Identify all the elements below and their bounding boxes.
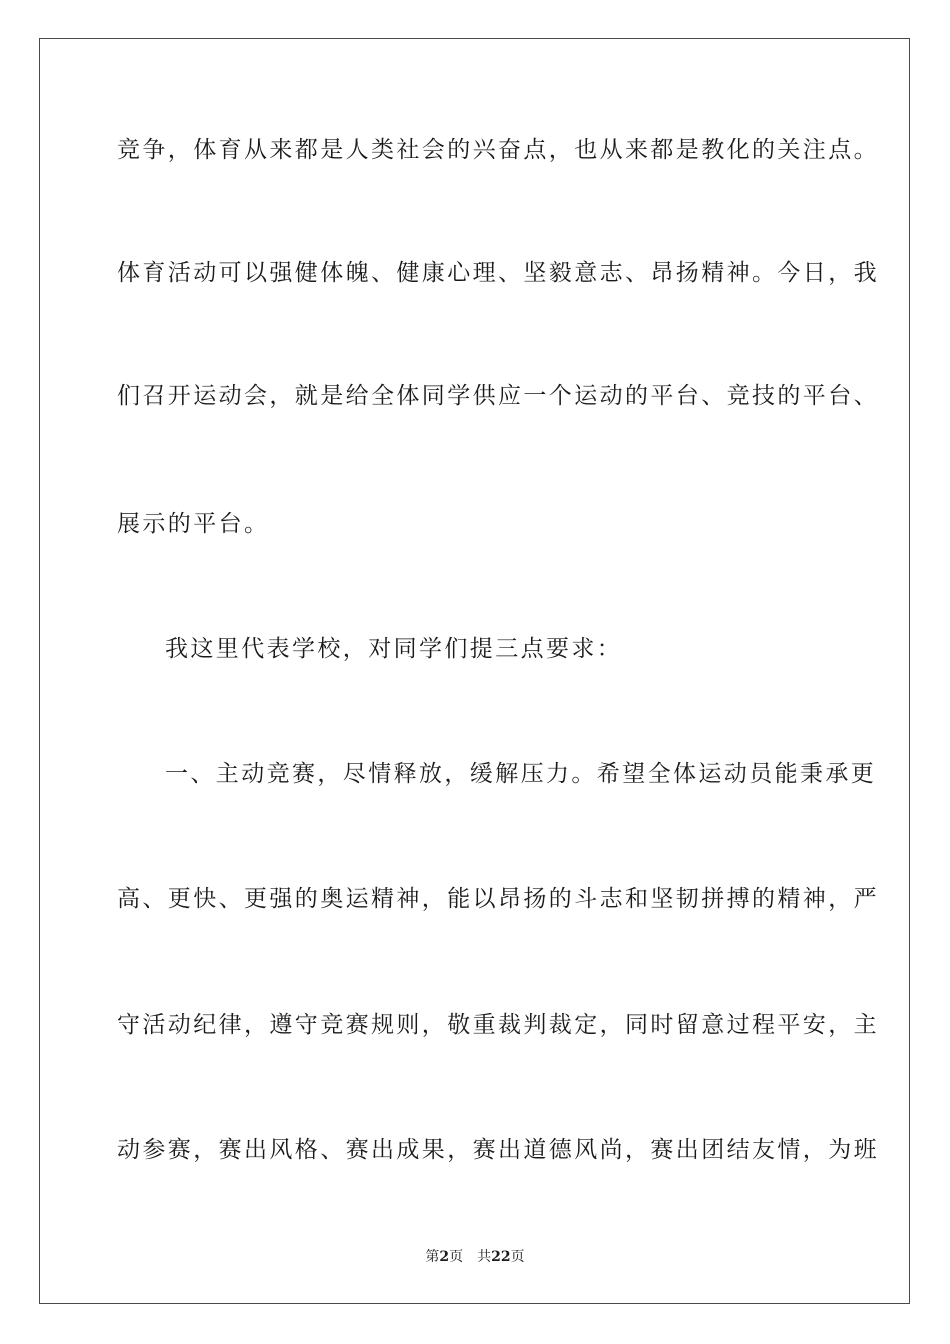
body-text-line: 展示的平台。 (117, 511, 270, 537)
body-text-line: 体育活动可以强健体魄、健康心理、坚毅意志、昂扬精神。今日，我 (117, 260, 879, 286)
page-suffix: 页 (449, 1249, 464, 1265)
body-text-line: 守活动纪律，遵守竞赛规则，敬重裁判裁定，同时留意过程平安，主 (117, 1012, 879, 1038)
body-text-line: 们召开运动会，就是给全体同学供应一个运动的平台、竞技的平台、 (117, 383, 879, 409)
total-suffix: 页 (510, 1249, 525, 1265)
paragraph-first-line: 一、主动竞赛，尽情释放，缓解压力。希望全体运动员能秉承更 (165, 761, 877, 787)
page-prefix: 第 (425, 1249, 440, 1265)
body-text-line: 高、更快、更强的奥运精神，能以昂扬的斗志和坚韧拼搏的精神，严 (117, 886, 879, 912)
page-border (39, 38, 910, 1304)
page-number: 2 (439, 1249, 450, 1265)
page-footer (0, 1247, 950, 1267)
total-pages: 22 (491, 1249, 511, 1265)
total-prefix: 共 (477, 1249, 492, 1265)
body-text-line: 动参赛，赛出风格、赛出成果，赛出道德风尚，赛出团结友情，为班 (117, 1137, 879, 1163)
paragraph-first-line: 我这里代表学校，对同学们提三点要求： (165, 636, 623, 662)
body-text-line: 竞争，体育从来都是人类社会的兴奋点，也从来都是教化的关注点。 (117, 137, 879, 163)
